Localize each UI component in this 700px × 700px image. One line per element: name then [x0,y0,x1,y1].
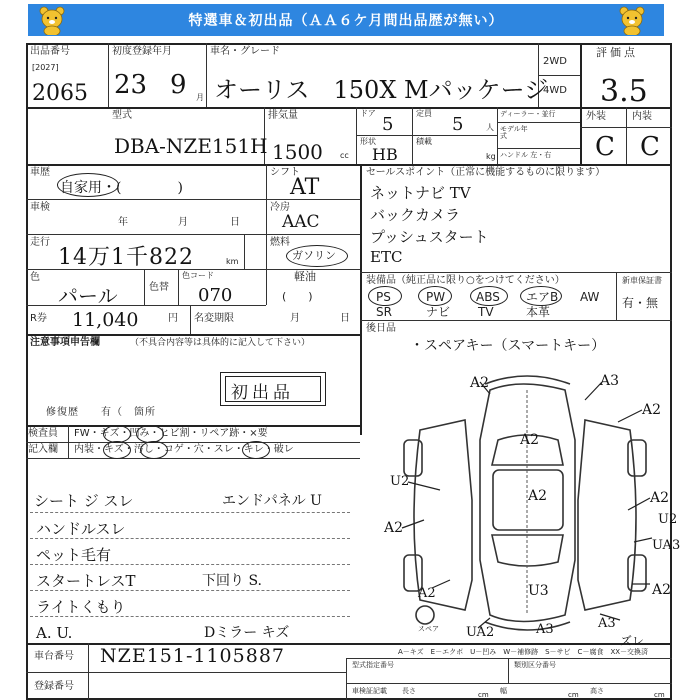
shape-value: HB [372,145,398,164]
divider [346,683,672,684]
use-circle [57,173,119,197]
divider [266,164,267,305]
divider [144,269,145,305]
divider [88,643,89,700]
damage-mark: A2 [520,432,540,448]
check-circle [140,441,168,459]
chassis-label: 車台番号 [34,651,74,662]
car-name: オーリス 150X Mパッケージ [214,76,549,104]
ext-label: 外装 [586,111,606,122]
remark-line: ライトくもり [36,598,126,616]
size-label: 車検証記載 [352,687,387,695]
capacity-value: 5 [452,114,464,135]
cap-label: 定員 [416,109,432,118]
fuel-diesel: 軽油 [294,270,316,283]
divider [108,43,109,107]
color-code: 070 [198,285,233,306]
ac-label: 冷房 [270,202,290,213]
divider [626,107,627,164]
damage-mark: U2 [658,512,678,527]
warranty-value: 有・無 [622,296,659,310]
equip-abs: ABS [476,290,500,304]
stamp-text: 初出品 [231,383,294,403]
height-unit: cm [654,691,665,699]
divider [30,590,350,591]
divider [497,148,580,149]
remark-right: 下回り S. [202,573,262,589]
equip-circle [368,286,402,306]
divider [30,512,350,513]
model-label: 型式 [112,110,132,121]
divider [26,442,360,443]
mascot-bear-icon-right [618,5,646,35]
inspect-month: 月 [178,217,188,228]
width-label: 幅 [500,687,507,695]
length-label: 長さ [402,687,416,695]
ruibetsu-label: 類別区分番号 [514,661,556,669]
after-market-value: ・スペアキー（スマートキー） [410,338,606,354]
remark-line: ハンドルスレ [36,520,126,538]
equip-circle [470,286,508,306]
color-label: 色 [30,272,40,283]
equip-label: 装備品（純正品に限り○をつけてください） [366,275,565,286]
chassis-number: NZE151-1105887 [100,645,285,667]
disp-label: 排気量 [268,110,298,121]
sales-point: ネットナビ TV [370,184,471,202]
repair-history: 修復歴 有（ 箇所 [46,407,156,418]
check-circle [103,441,131,459]
check-row-interior: 内装・キズ・汚し・コゲ・穴・スレ・キレ・破レ [74,444,294,455]
model-year-label: モデル年式 [500,125,528,141]
divider [360,164,362,435]
mascot-bear-icon-left [38,5,66,35]
door-label: ドア [360,109,376,118]
divider [497,107,498,164]
damage-mark: UA2 [466,625,495,640]
load-label: 積載 [416,137,432,146]
color-code-label: 色コード [182,271,214,280]
color-value: パール [58,284,118,308]
equip-tv: TV [478,305,494,319]
tax-value: 11,040 [72,309,139,331]
after-market-label: 後日品 [366,323,396,334]
damage-mark: A3 [600,373,620,389]
dealer-label: ディーラー・並行 [500,110,556,118]
inspect-year: 年 [118,217,128,228]
divider [30,538,350,539]
height-label: 高さ [590,687,604,695]
banner [28,4,664,36]
divider [26,107,672,109]
divider [68,425,69,458]
damage-mark: A3 [536,622,554,637]
score: 3.5 [600,74,648,109]
divider [26,334,360,336]
int-label: 内装 [632,111,652,122]
inspect-day: 日 [230,217,240,228]
color-swap-label: 色替 [149,282,169,293]
disp-unit: cc [340,151,349,160]
damage-mark: A2 [384,520,404,536]
equip-ps: PS [376,290,391,304]
first-listing-stamp [220,372,326,406]
damage-mark: A2 [418,586,436,601]
doors-value: 5 [382,114,394,135]
spare-label: スペア [418,625,439,633]
mileage-label: 走行 [30,237,50,248]
name-label: 車名・グレード [210,46,280,57]
ac-value: AAC [282,212,320,232]
recorder-label: 記入欄 [28,444,58,455]
damage-mark: U2 [390,474,410,489]
damage-mark: A3 [598,616,616,631]
remark-line: A. U. [36,624,73,642]
fuel-label: 燃料 [270,237,290,248]
width-unit: cm [568,691,579,699]
damage-legend: A－キズ E－エクボ U－凹み W－補修跡 S－サビ C－腐食 XX－交換済 [398,648,649,656]
divider [30,564,350,565]
shift-value: AT [290,175,320,200]
model-value: DBA-NZE151H [114,134,268,158]
remark-right: Dミラー キズ [204,625,290,641]
divider [190,305,191,334]
length-unit: cm [478,691,489,699]
damage-mark: ズレ [620,634,645,648]
shape-label: 形状 [360,137,376,146]
load-unit: kg [486,152,496,161]
damage-mark: U3 [528,583,549,599]
ext-grade: C [595,132,615,162]
use-value: 自家用・( ) [60,180,183,196]
drive-4wd: 4WD [543,85,567,96]
divider [244,234,245,269]
divider [26,458,360,459]
remark-right: エンドパネル U [222,493,322,509]
damage-mark: A2 [470,375,490,391]
check-row-exterior: FW・キズ・凹み・ヒビ割・リペア跡・×要 [74,428,268,439]
divider [26,425,360,427]
fuel-other: ( ) [282,290,313,303]
divider [508,658,509,683]
equip-pw: PW [426,290,446,304]
divider [26,234,360,235]
tax-label: R券 [30,313,47,324]
int-grade: C [640,132,660,162]
divider [26,672,346,673]
equip-circle [520,286,562,306]
fuel-gas: ガソリン [292,249,336,262]
notes-sub: （不具合内容等は具体的に記入して下さい） [130,338,311,348]
shift-label: シフト [270,167,300,178]
warranty-label: 新車保証書 [622,276,662,285]
equip-sr: SR [376,305,392,319]
sales-label: セールスポイント（正常に機能するものに限ります） [366,167,606,178]
sales-point: バックカメラ [370,206,461,224]
equip-leather: 本革 [526,305,551,319]
remark-line: シート ジ スレ [34,492,134,510]
remark-line: スタートレスT [36,572,136,590]
handle-label: ハンドル 左・右 [500,151,552,159]
divider [356,135,497,136]
title-change-label: 名変期限 [194,313,234,324]
title-month: 月 [290,313,300,324]
divider [616,272,617,320]
divider [580,43,582,164]
use-label: 車歴 [30,167,50,178]
equip-aw: AW [580,290,600,304]
damage-mark: A2 [652,582,672,598]
reg-year: 23 [114,70,148,100]
damage-mark: A2 [528,488,548,504]
remark-line: ペット毛有 [36,546,112,564]
damage-mark: A2 [650,490,670,506]
lot-number: 2065 [32,81,88,106]
mileage-unit: km [226,257,239,266]
mileage-value: 14万1千822 [58,245,194,270]
inspector-label: 検査員 [28,428,58,439]
registration-label: 登録番号 [34,681,74,692]
title-day: 日 [340,313,350,324]
inspect-label: 車検 [30,202,50,213]
equip-circle [418,286,452,306]
cap-unit: 人 [486,123,494,132]
banner-title: 特選車＆初出品（ＡＡ６ケ月間出品歴が無い） [188,13,504,29]
reg-label: 初度登録年月 [112,46,172,57]
tax-unit: 円 [168,313,178,324]
reg-month: 9 [170,70,187,100]
notes-label: 注意事項申告欄 [30,337,100,348]
divider [346,658,672,659]
reg-month-unit: 月 [196,93,204,102]
divider [346,658,347,700]
damage-mark: UA3 [652,538,681,553]
divider [497,122,580,123]
sales-point: プッシュスタート [370,228,489,246]
divider [30,616,350,617]
equip-navi: ナビ [426,305,451,319]
divider [360,320,672,321]
lot-label: 出品番号 [30,46,70,57]
score-label: 評価点 [596,46,638,59]
drive-2wd: 2WD [543,56,567,67]
divider [26,164,672,166]
check-circle [242,441,270,459]
fuel-circle [286,245,348,267]
lot-sub: [2027] [32,63,59,72]
divider [206,43,207,107]
equip-airbag: エアB [526,290,559,304]
divider [178,269,179,305]
damage-mark: A2 [642,402,662,418]
divider [360,272,672,273]
kata-label: 型式指定番号 [352,661,394,669]
damage-pointer-lines [380,370,670,640]
displacement-value: 1500 [272,140,323,164]
sales-point: ETC [370,248,403,266]
